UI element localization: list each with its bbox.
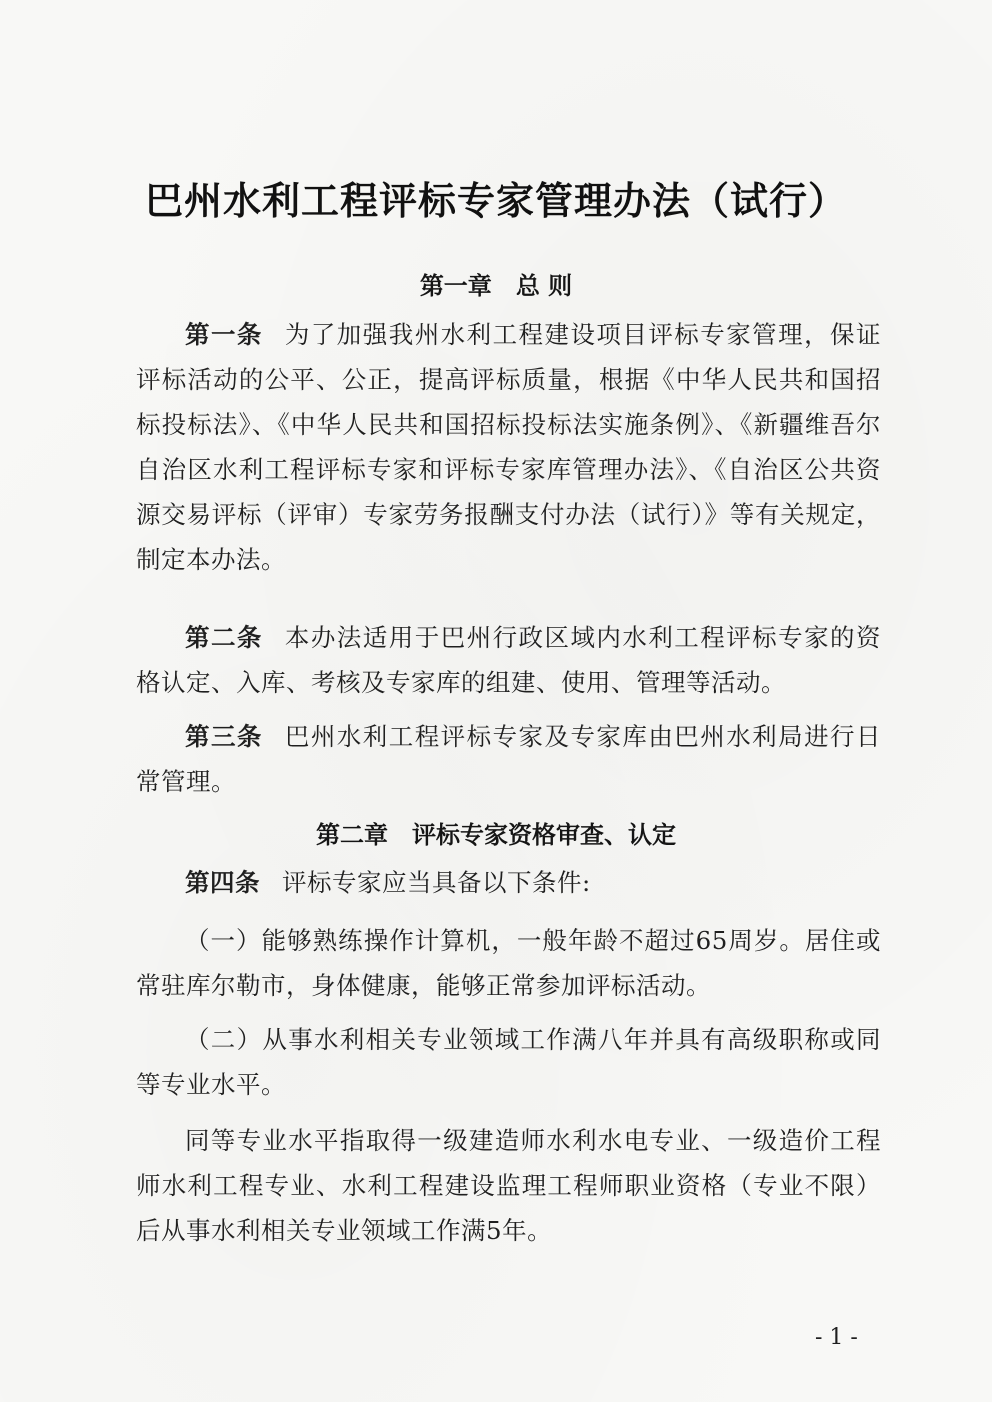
article-1 [136, 312, 881, 582]
article-1-label: 第一条 [185, 320, 263, 349]
equivalent-level-note: 同等专业水平指取得一级建造师水利水电专业、一级造价工程师水利工程专业、水利工程建设监理工程师职业资格（专业不限）后从事水利相关专业领域工作满5年。 [136, 1126, 881, 1245]
chapter-2-name: 评标专家资格审查、认定 [412, 821, 676, 849]
article-3-text: 巴州水利工程评标专家及专家库由巴州水利局进行日常管理。 [136, 722, 882, 796]
article-4 [136, 860, 881, 905]
condition-item-2: （二）从事水利相关专业领域工作满八年并具有高级职称或同等专业水平。 [136, 1025, 881, 1099]
article-3 [136, 714, 881, 804]
article-2-label: 第二条 [185, 623, 263, 652]
condition-item-1: （一）能够熟练操作计算机，一般年龄不超过65周岁。居住或常驻库尔勒市，身体健康，能够正常参加评标活动。 [136, 926, 881, 1000]
article-4-text: 评标专家应当具备以下条件: [282, 868, 591, 897]
article-2 [136, 615, 881, 705]
article-3-label: 第三条 [185, 722, 263, 751]
article-1-text: 为了加强我州水利工程建设项目评标专家管理，保证评标活动的公平、公正，提高评标质量，根据《中华人民共和国招标投标法》、《中华人民共和国招标投标法实施条例》、《新疆维吾尔自治区水利工程评标专家和评标专家库管理办法》、《自治区公共资源交易评标（评审）专家劳务报酬支付办法（试行）》等有关规定，制定本办法。 [136, 320, 882, 574]
chapter-2-label: 第二章 [316, 821, 388, 849]
page-number: - 1 - [815, 1325, 858, 1350]
chapter-heading-2 [0, 815, 992, 850]
chapter-1-label: 第一章 [419, 272, 492, 300]
article-4-label: 第四条 [185, 868, 260, 897]
article-2-text: 本办法适用于巴州行政区域内水利工程评标专家的资格认定、入库、考核及专家库的组建、使用、管理等活动。 [136, 623, 882, 697]
chapter-1-name: 总 则 [515, 272, 573, 300]
chapter-heading-1 [0, 266, 992, 301]
document-title: 巴州水利工程评标专家管理办法（试行） [144, 179, 847, 223]
